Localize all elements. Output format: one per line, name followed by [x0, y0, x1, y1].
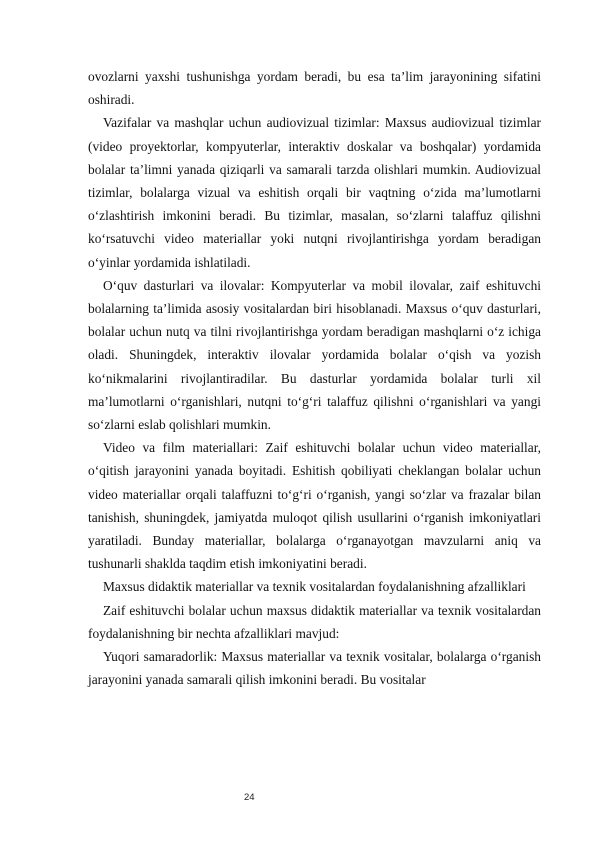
paragraph-high-efficiency: Yuqori samaradorlik: Maxsus materiallar va texnik vositalar, bolalarga o‘rganish jarayonini yanada samarali qilish imkonini beradi. Bu vositalar — [88, 649, 541, 688]
paragraph-audiovisual-systems: Vazifalar va mashqlar uchun audiovizual tizimlar: Maxsus audiovizual tizimlar (video proyektorlar, kompyuterlar, interaktiv doskalar va boshqalar) yordamida bolalar ta’limni yanada qiziqarli va samarali tarzda olishlari mumkin. Audiovizual tizimlar, bolalarga vizual va eshitish orqali bir vaqtning o‘zida ma’lumotlarni o‘zlashtirish imkonini beradi. Bu tizimlar, masalan, so‘zlarni talaffuz qilishni ko‘rsatuvchi video materiallar yoki nutqni rivojlantirishga yordam beradigan o‘yinlar yordamida ishlatiladi. — [88, 115, 541, 270]
page-number: 24 — [244, 792, 255, 803]
paragraph-educational-software: O‘quv dasturlari va ilovalar: Kompyuterlar va mobil ilovalar, zaif eshituvchi bolalarning ta’limida asosiy vositalardan biri hisoblanadi. Maxsus o‘quv dasturlari, bolalar uchun nutq va tilni rivojlantirishga yordam beradigan mashqlarni o‘z ichiga oladi. Shuningdek, interaktiv ilovalar yordamida bolalar o‘qish va yozish ko‘nikmalarini rivojlantiradilar. Bu dasturlar yordamida bolalar turli xil ma’lumotlarni o‘rganishlari, nutqni to‘g‘ri talaffuz qilishni o‘rganishlari va yangi so‘zlarni eslab qolishlari mumkin. — [88, 277, 541, 433]
paragraph-advantages-intro: Zaif eshituvchi bolalar uchun maxsus didaktik materiallar va texnik vositalardan foydalanishning bir nechta afzalliklari mavjud: — [88, 602, 541, 641]
paragraph-continuation: ovozlarni yaxshi tushunishga yordam beradi, bu esa ta’lim jarayonining sifatini oshiradi. — [88, 69, 541, 108]
paragraph-video-materials: Video va film materiallari: Zaif eshituvchi bolalar uchun video materiallar, o‘qitish jarayonini yanada boyitadi. Eshitish qobiliyati cheklangan bolalar uchun video materiallar orqali talaffuzni to‘g‘ri o‘rganish, yangi so‘zlar va frazalar bilan tanishish, shuningdek, jamiyatda muloqot qilish usullarini o‘rganish imkoniyatlari yaratiladi. Bunday materiallar, bolalarga o‘rganayotgan mavzularni aniq va tushunarli shaklda taqdim etish imkoniyatini beradi. — [88, 440, 541, 572]
section-heading-advantages: Maxsus didaktik materiallar va texnik vositalardan foydalanishning afzalliklari — [103, 579, 526, 595]
page-body — [88, 65, 541, 691]
